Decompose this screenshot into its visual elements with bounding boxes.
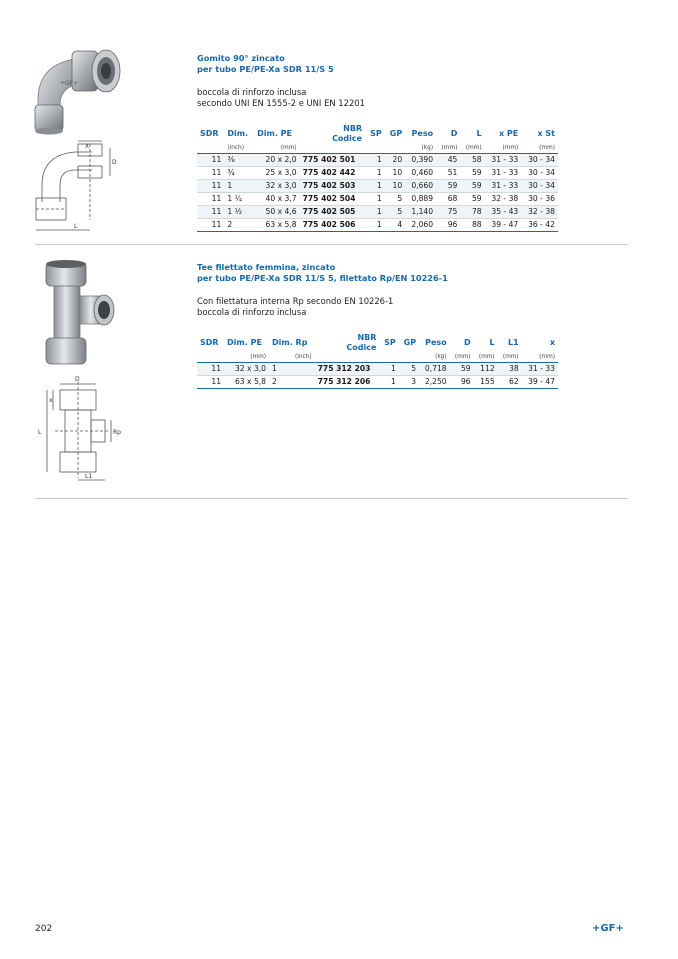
table-cell: 20 x 2,0: [254, 154, 299, 167]
table-cell: ⅜: [224, 154, 254, 167]
drawing-label-x: X: [85, 143, 90, 150]
table-cell: 31 - 33: [485, 154, 522, 167]
col-header: x St: [537, 129, 555, 138]
table-row: [197, 167, 558, 180]
product-code-cell: 775 402 503: [300, 180, 365, 193]
table-cell: 2,250: [419, 376, 450, 389]
title-line: Gomito 90° zincato: [197, 53, 285, 63]
unit-label: [300, 144, 365, 154]
table-cell: 59: [460, 167, 484, 180]
table-cell: 1 ¼: [224, 193, 254, 206]
table-cell: 112: [474, 363, 498, 376]
col-header: x: [549, 338, 555, 347]
table-cell: 36 - 42: [521, 219, 558, 232]
page-number: 202: [35, 924, 53, 934]
table-cell: 11: [197, 180, 224, 193]
description-line: Con filettatura interna Rp secondo EN 10226-1: [197, 296, 394, 306]
table-cell: 75: [436, 206, 460, 219]
table-cell: 1: [269, 363, 315, 376]
table-row: [197, 193, 558, 206]
elbow-photo: [30, 45, 125, 135]
table-cell: 30 - 34: [521, 167, 558, 180]
table-cell: 0,390: [405, 154, 436, 167]
table-cell: 11: [197, 206, 224, 219]
table-cell: 11: [197, 376, 224, 389]
unit-label: [315, 353, 380, 363]
table-cell: 5: [399, 363, 419, 376]
unit-label: (mm): [521, 144, 558, 154]
unit-label: (inch): [224, 144, 254, 154]
section-description: [197, 296, 393, 318]
table-cell: 32 - 38: [485, 193, 522, 206]
table-cell: 32 x 3,0: [254, 180, 299, 193]
table-cell: 11: [197, 219, 224, 232]
table-cell: 30 - 34: [521, 154, 558, 167]
table-row: [197, 219, 558, 232]
table-cell: 96: [450, 376, 474, 389]
col-header: SDR: [200, 129, 219, 138]
table-cell: 11: [197, 167, 224, 180]
gf-logo: +GF+: [592, 923, 624, 934]
product-code-cell: 775 402 501: [300, 154, 365, 167]
table-cell: 32 - 38: [521, 206, 558, 219]
unit-label: [379, 353, 398, 363]
table-cell: 88: [460, 219, 484, 232]
table-cell: 45: [436, 154, 460, 167]
unit-label: (mm): [436, 144, 460, 154]
tee-spec-table: [197, 333, 558, 389]
table-cell: 25 x 3,0: [254, 167, 299, 180]
table-cell: 35 - 43: [485, 206, 522, 219]
table-cell: 63 x 5,8: [224, 376, 269, 389]
product-code-cell: 775 402 442: [300, 167, 365, 180]
table-cell: 59: [460, 180, 484, 193]
table-cell: 0,889: [405, 193, 436, 206]
col-header-label: NBR: [343, 124, 363, 133]
drawing-label-l: L: [74, 223, 78, 230]
title-line: per tubo PE/PE-Xa SDR 11/S 5: [197, 63, 334, 74]
col-header: Dim.: [227, 129, 249, 138]
table-cell: 4: [385, 219, 406, 232]
product-code-cell: 775 402 504: [300, 193, 365, 206]
table-row: [197, 376, 558, 389]
section-divider: [35, 244, 628, 245]
drawing-label-d: D: [75, 376, 80, 383]
table-cell: 39 - 47: [485, 219, 522, 232]
table-cell: 20: [385, 154, 406, 167]
unit-label: (inch): [269, 353, 315, 363]
title-line: per tubo PE/PE-Xa SDR 11/S 5, filettato Rp/EN 10226-1: [197, 272, 448, 283]
table-cell: 30 - 36: [521, 193, 558, 206]
table-cell: 1: [365, 167, 385, 180]
table-cell: 51: [436, 167, 460, 180]
col-header: SP: [370, 129, 382, 138]
table-cell: 50 x 4,6: [254, 206, 299, 219]
table-cell: 39 - 47: [522, 376, 558, 389]
unit-label: (mm): [224, 353, 269, 363]
description-line: boccola di rinforzo inclusa: [197, 87, 307, 97]
svg-text:+GF+: +GF+: [60, 80, 79, 87]
table-cell: 11: [197, 363, 224, 376]
table-cell: 1: [379, 363, 398, 376]
table-cell: 10: [385, 180, 406, 193]
unit-label: (mm): [254, 144, 299, 154]
unit-label: (mm): [460, 144, 484, 154]
product-code-cell: 775 312 206: [315, 376, 380, 389]
table-cell: 1: [224, 180, 254, 193]
table-cell: 10: [385, 167, 406, 180]
table-row: [197, 154, 558, 167]
table-cell: 1: [365, 193, 385, 206]
table-cell: 3: [399, 376, 419, 389]
section-description: [197, 87, 365, 109]
section-title: [197, 53, 334, 74]
unit-label: [197, 353, 224, 363]
table-cell: 11: [197, 154, 224, 167]
col-header: L: [476, 129, 482, 138]
tee-technical-drawing: [35, 372, 130, 484]
drawing-label-l: L: [38, 429, 42, 436]
col-header: Dim. PE: [257, 129, 292, 138]
unit-label: (mm): [474, 353, 498, 363]
col-header: Dim. PE: [227, 338, 262, 347]
drawing-label-d: D: [112, 159, 117, 166]
table-cell: 78: [460, 206, 484, 219]
table-cell: 2: [224, 219, 254, 232]
unit-label: (mm): [522, 353, 558, 363]
table-cell: 1 ½: [224, 206, 254, 219]
table-cell: 1: [365, 219, 385, 232]
col-header: GP: [403, 338, 417, 347]
table-cell: 63 x 5,8: [254, 219, 299, 232]
table-cell: 0,660: [405, 180, 436, 193]
col-header-label: NBR: [357, 333, 377, 342]
description-line: boccola di rinforzo inclusa: [197, 307, 307, 317]
unit-label: (mm): [485, 144, 522, 154]
drawing-label-x: x: [49, 397, 53, 404]
col-header: L: [489, 338, 495, 347]
col-header: [300, 124, 365, 144]
drawing-label-rp: Rp: [113, 429, 121, 436]
table-cell: 2: [269, 376, 315, 389]
table-cell: 31 - 33: [485, 180, 522, 193]
table-row: [197, 206, 558, 219]
col-header: SP: [384, 338, 396, 347]
section-title: [197, 262, 448, 283]
col-header: Dim. Rp: [272, 338, 308, 347]
table-cell: 1: [379, 376, 398, 389]
table-cell: 59: [436, 180, 460, 193]
drawing-label-l1: L1: [85, 473, 93, 480]
unit-label: (mm): [450, 353, 474, 363]
table-cell: 1: [365, 180, 385, 193]
table-body: [197, 154, 558, 232]
unit-label: [365, 144, 385, 154]
elbow-spec-table: [197, 124, 558, 232]
table-row: [197, 180, 558, 193]
table-cell: 58: [460, 154, 484, 167]
table-cell: 32 x 3,0: [224, 363, 269, 376]
description-line: secondo UNI EN 1555-2 e UNI EN 12201: [197, 98, 365, 108]
col-header: GP: [389, 129, 403, 138]
table-cell: 1,140: [405, 206, 436, 219]
title-line: Tee filettato femmina, zincato: [197, 262, 336, 272]
table-body: [197, 363, 558, 389]
table-cell: 0,460: [405, 167, 436, 180]
table-cell: 68: [436, 193, 460, 206]
table-cell: 155: [474, 376, 498, 389]
table-cell: 11: [197, 193, 224, 206]
unit-label: [385, 144, 406, 154]
col-header-code: Codice: [332, 134, 363, 143]
col-header: Peso: [425, 338, 447, 347]
table-cell: 96: [436, 219, 460, 232]
table-cell: 40 x 3,7: [254, 193, 299, 206]
table-cell: ¾: [224, 167, 254, 180]
table-cell: 30 - 34: [521, 180, 558, 193]
table-cell: 5: [385, 206, 406, 219]
unit-label: [197, 144, 224, 154]
product-code-cell: 775 402 505: [300, 206, 365, 219]
col-header: D: [450, 129, 458, 138]
elbow-technical-drawing: [30, 140, 130, 235]
table-cell: 31 - 33: [485, 167, 522, 180]
table-cell: 62: [498, 376, 522, 389]
unit-label: (kg): [419, 353, 450, 363]
table-cell: 38: [498, 363, 522, 376]
table-cell: 1: [365, 154, 385, 167]
col-header: D: [464, 338, 471, 347]
table-cell: 0,718: [419, 363, 450, 376]
table-cell: 5: [385, 193, 406, 206]
unit-label: (mm): [498, 353, 522, 363]
col-header: Peso: [411, 129, 434, 138]
table-cell: 59: [450, 363, 474, 376]
product-code-cell: 775 402 506: [300, 219, 365, 232]
col-header: x PE: [498, 129, 519, 138]
col-header-code: Codice: [346, 343, 377, 352]
table-row: [197, 363, 558, 376]
table-cell: 31 - 33: [522, 363, 558, 376]
col-header: SDR: [200, 338, 219, 347]
section-divider: [35, 498, 628, 499]
table-cell: 1: [365, 206, 385, 219]
unit-label: [399, 353, 419, 363]
col-header: [315, 333, 380, 353]
table-cell: 59: [460, 193, 484, 206]
table-cell: 2,060: [405, 219, 436, 232]
unit-label: (kg): [405, 144, 436, 154]
tee-photo: [40, 258, 130, 368]
col-header: L1: [508, 338, 519, 347]
product-code-cell: 775 312 203: [315, 363, 380, 376]
